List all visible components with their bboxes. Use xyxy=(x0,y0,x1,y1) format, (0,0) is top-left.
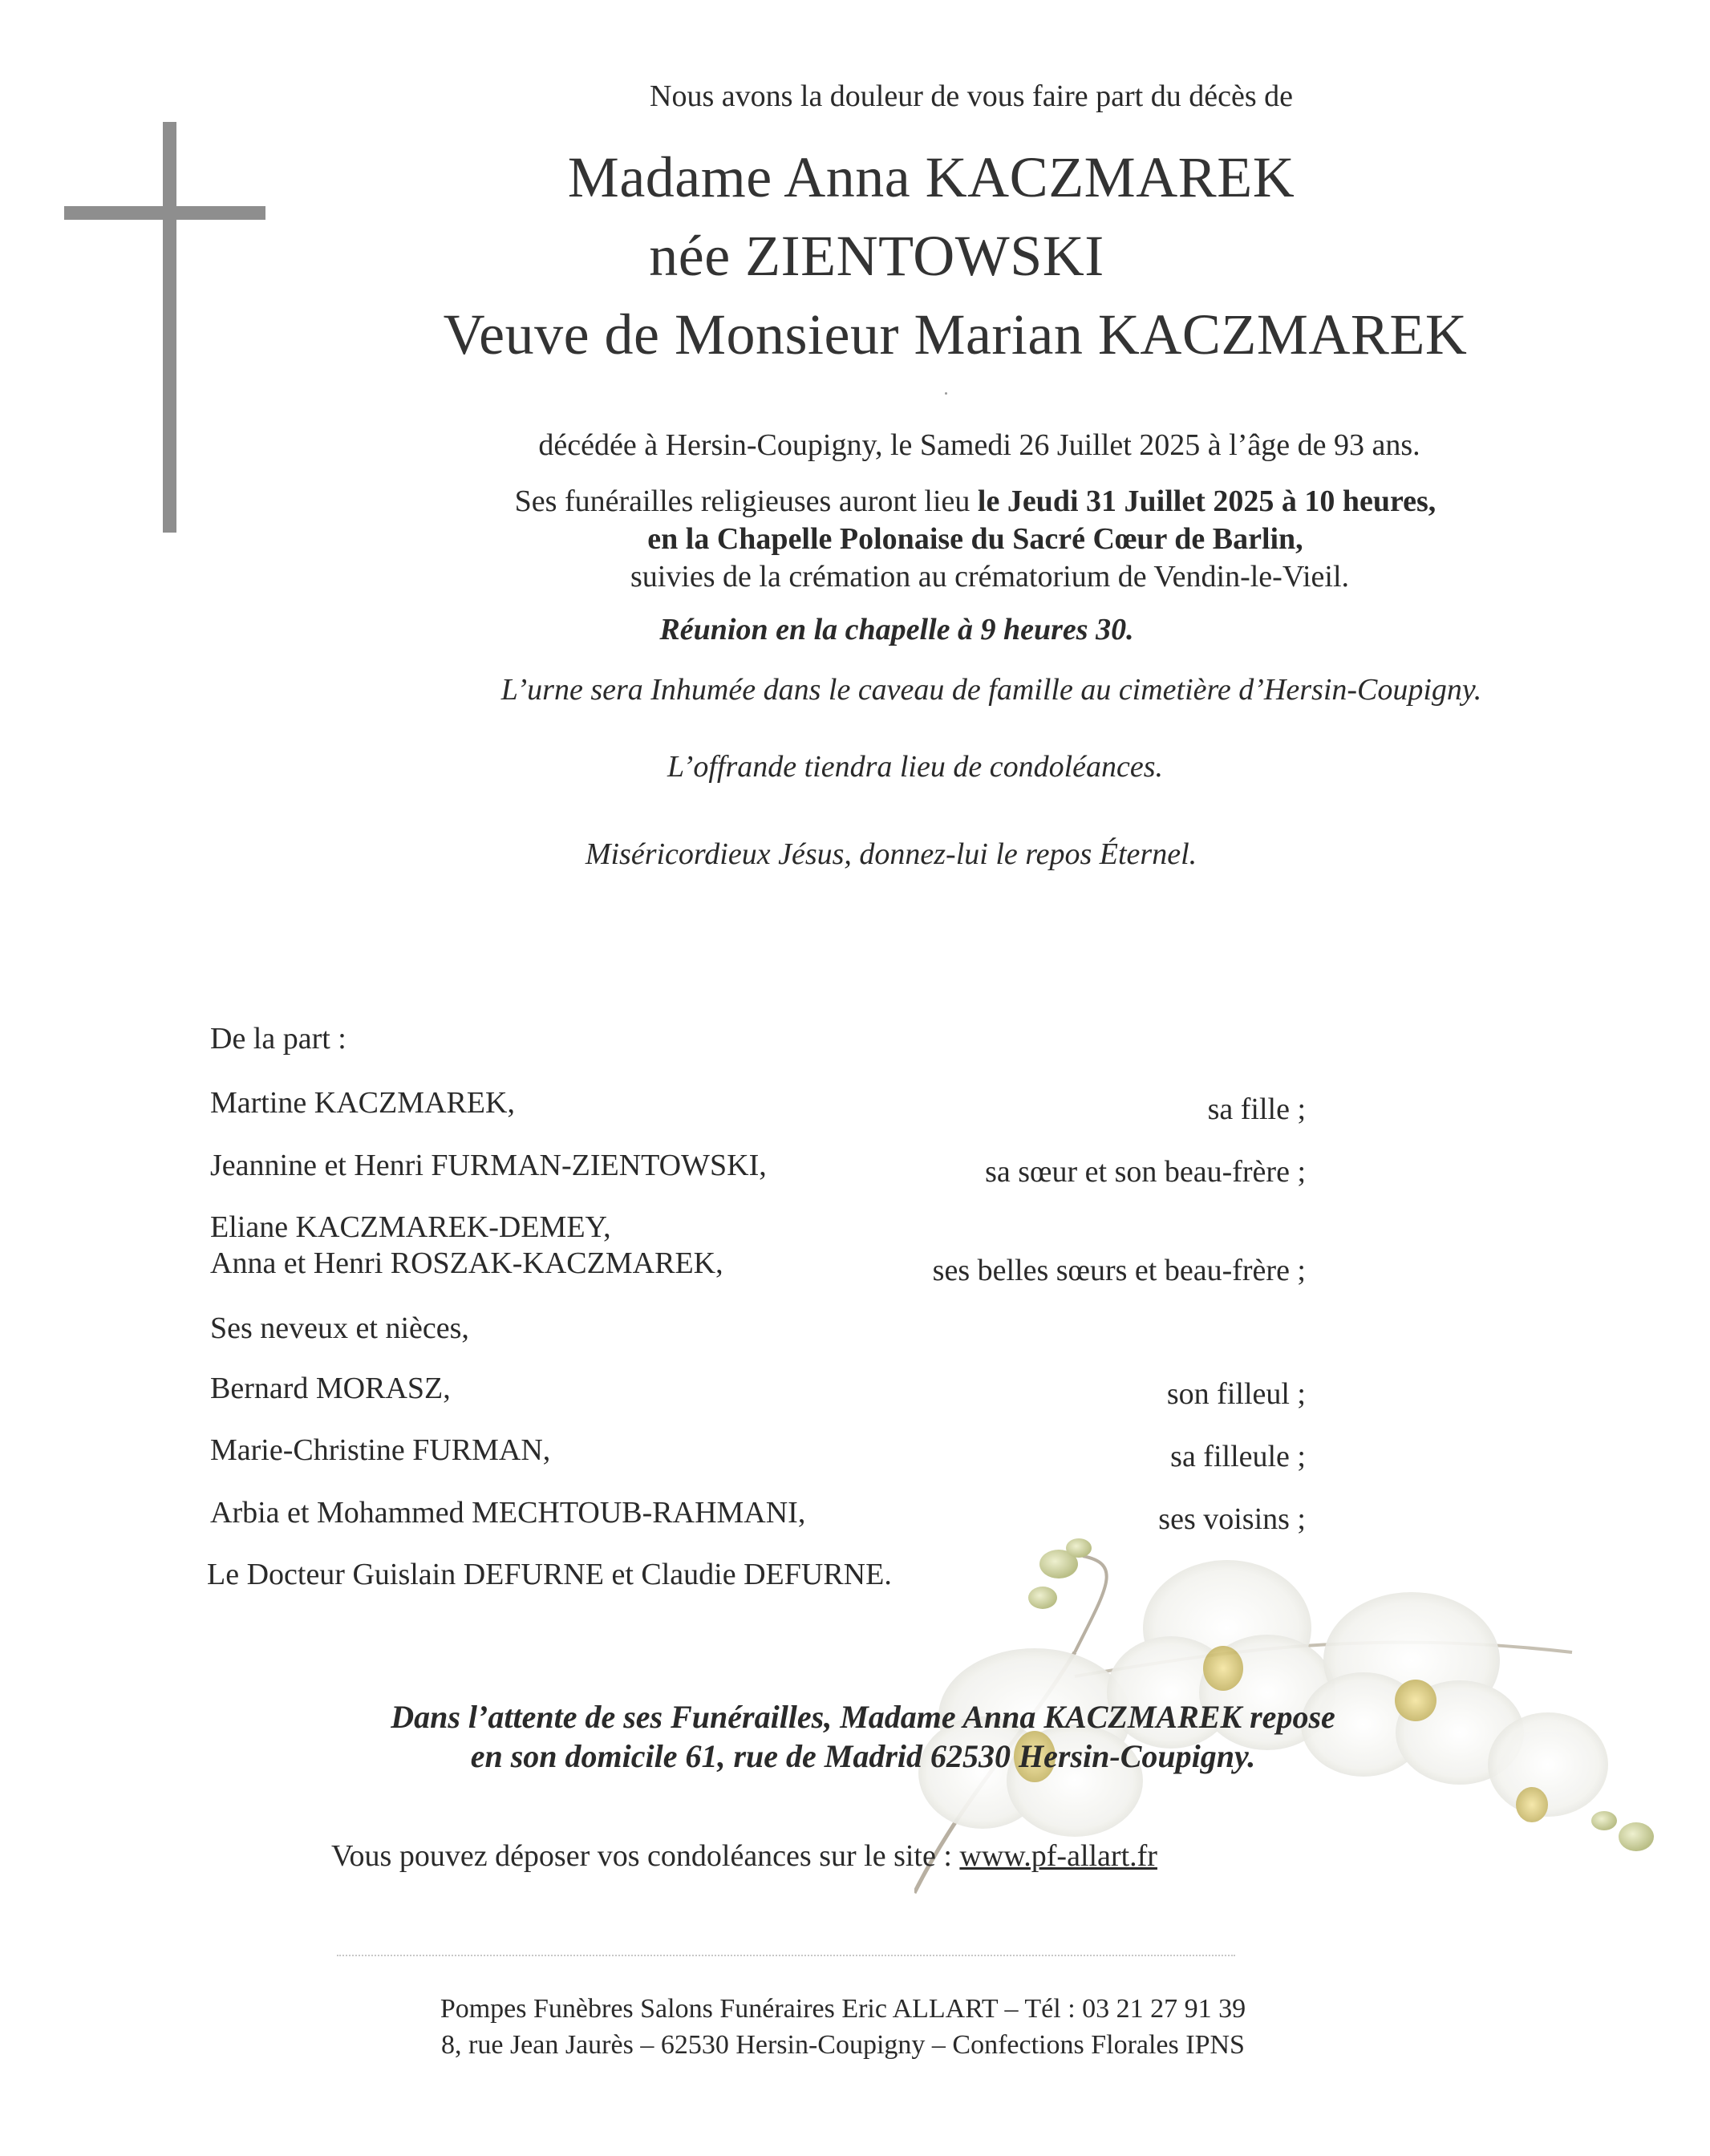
footer-separator xyxy=(337,1955,1235,1956)
family-name: Martine KACZMAREK, xyxy=(210,1086,515,1120)
family-name: Arbia et Mohammed MECHTOUB-RAHMANI, xyxy=(210,1496,806,1530)
funeral-prefix: Ses funérailles religieuses auront lieu xyxy=(514,484,978,518)
family-name: Ses neveux et nièces, xyxy=(210,1311,469,1345)
reunion-time: Réunion en la chapelle à 9 heures 30. xyxy=(659,613,1134,646)
offering-note: L’offrande tiendra lieu de condoléances. xyxy=(667,750,1164,784)
family-relation: sa filleule ; xyxy=(1170,1440,1306,1473)
prayer-text: Miséricordieux Jésus, donnez-lui le repos Éternel. xyxy=(585,837,1197,871)
footer-company: Pompes Funèbres Salons Funéraires Eric ALLART – Tél : 03 21 27 91 39 xyxy=(440,1994,1246,2024)
repose-line-1: Dans l’attente de ses Funérailles, Madame Anna KACZMAREK repose xyxy=(391,1699,1335,1735)
widow-of: Veuve de Monsieur Marian KACZMAREK xyxy=(443,302,1468,367)
cremation-details: suivies de la crémation au crématorium de Vendin-le-Vieil. xyxy=(630,560,1350,594)
website-link[interactable]: www.pf-allart.fr xyxy=(959,1839,1157,1873)
family-header: De la part : xyxy=(210,1022,346,1056)
family-name: Marie-Christine FURMAN, xyxy=(210,1433,551,1467)
family-relation: son filleul ; xyxy=(1166,1377,1306,1411)
family-name: Jeannine et Henri FURMAN-ZIENTOWSKI, xyxy=(210,1149,767,1182)
condolences-line xyxy=(331,1838,1157,1874)
maiden-name: née ZIENTOWSKI xyxy=(649,224,1104,288)
death-details: décédée à Hersin-Coupigny, le Samedi 26 Juillet 2025 à l’âge de 93 ans. xyxy=(538,428,1420,462)
family-relation: ses voisins ; xyxy=(1158,1502,1306,1536)
condolences-text: Vous pouvez déposer vos condoléances sur le site : xyxy=(331,1839,960,1873)
funeral-place xyxy=(120,521,1710,557)
repose-line-2: en son domicile 61, rue de Madrid 62530 Hersin-Coupigny. xyxy=(470,1738,1256,1774)
footer-address: 8, rue Jean Jaurès – 62530 Hersin-Coupigny – Confections Florales IPNS xyxy=(441,2030,1245,2060)
family-relation: sa fille ; xyxy=(1207,1092,1306,1126)
family-name: Eliane KACZMAREK-DEMEY, xyxy=(210,1210,611,1244)
family-name: Bernard MORASZ, xyxy=(210,1372,451,1405)
deceased-name: Madame Anna KACZMAREK xyxy=(567,145,1295,209)
urn-details: L’urne sera Inhumée dans le caveau de famille au cimetière d’Hersin-Coupigny. xyxy=(500,673,1482,707)
family-name: Anna et Henri ROSZAK-KACZMAREK, xyxy=(210,1246,723,1280)
family-relation: sa sœur et son beau-frère ; xyxy=(985,1155,1306,1189)
stray-dot xyxy=(945,392,947,395)
intro-text: Nous avons la douleur de vous faire part du décès de xyxy=(650,79,1293,113)
funeral-date: le Jeudi 31 Juillet 2025 à 10 heures, xyxy=(977,484,1436,518)
funeral-place-text: en la Chapelle Polonaise du Sacré Cœur de Barlin, xyxy=(647,522,1303,556)
family-name: Le Docteur Guislain DEFURNE et Claudie DEFURNE. xyxy=(207,1558,892,1591)
funeral-date-line xyxy=(120,484,1710,519)
family-relation: ses belles sœurs et beau-frère ; xyxy=(932,1254,1306,1287)
